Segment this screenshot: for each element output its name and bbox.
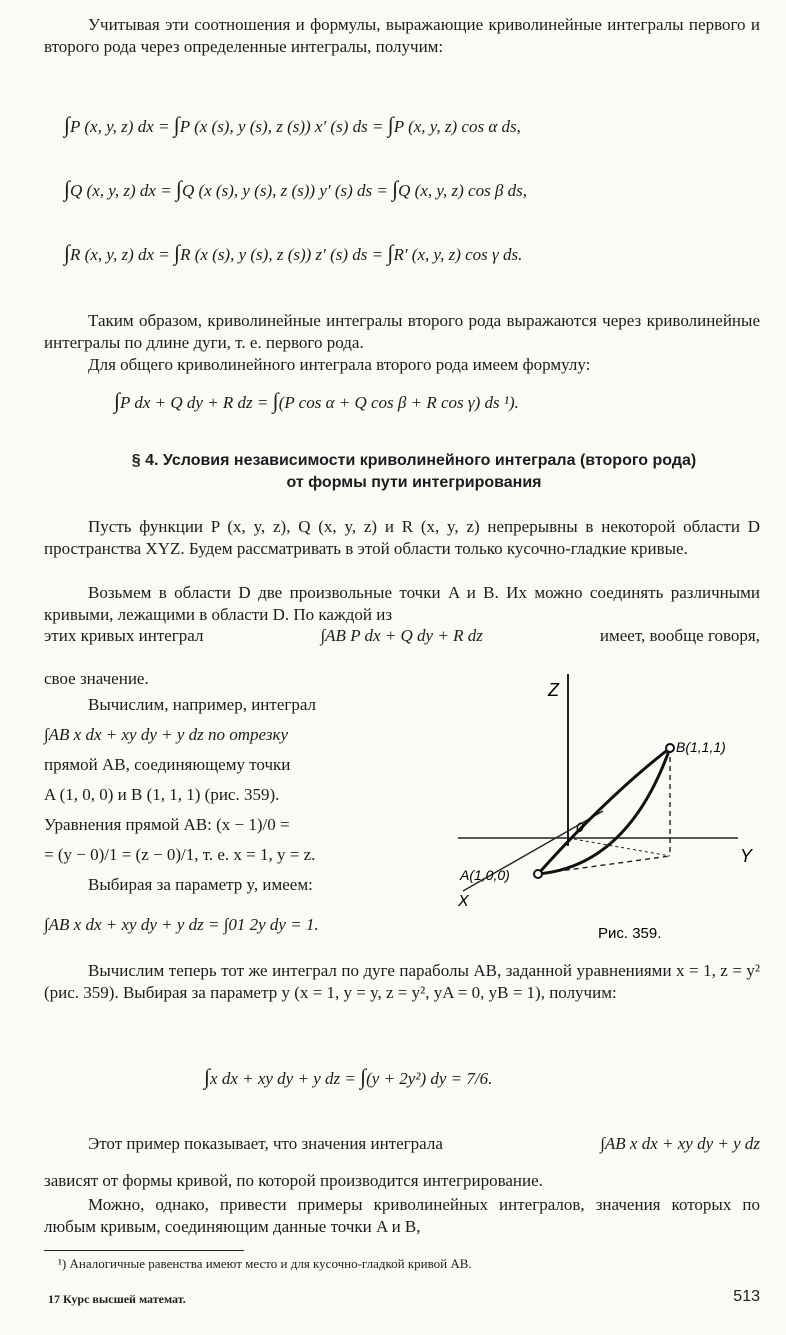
- label-x: X: [458, 893, 469, 910]
- left-line-4: A (1, 0, 0) и B (1, 1, 1) (рис. 359).: [44, 785, 280, 804]
- running-head: 17 Курс высшей математ.: [48, 1292, 186, 1306]
- left-line-3: прямой AB, соединяющему точки: [44, 755, 291, 774]
- left-line-2: ∫AB x dx + xy dy + y dz по отрезку: [44, 725, 288, 744]
- parabola-ab: [538, 748, 670, 874]
- formula-4: ∫P dx + Q dy + R dz = ∫(P cos α + Q cos β + R cos γ) ds ¹).: [114, 388, 519, 413]
- left-line-1: Вычислим, например, интеграл: [88, 695, 317, 714]
- parabola-paragraph: Вычислим теперь тот же интеграл по дуге параболы AB, заданной уравнениями x = 1, z = y² (рис. 359). Выбирая за параметр y (x = 1, y = y, z = y², yA = 0, yB = 1), получим:: [44, 961, 760, 1002]
- figure-359: [408, 666, 768, 956]
- label-o: 0: [576, 819, 584, 835]
- section-heading-line1: § 4. Условия независимости криволинейного интеграла (второго рода): [131, 452, 697, 469]
- point-a: [534, 870, 542, 878]
- take-integral: ∫AB P dx + Q dy + R dz: [320, 626, 483, 645]
- general-paragraph: Для общего криволинейного интеграла второго рода имеем формулу:: [88, 355, 591, 374]
- however-paragraph: Можно, однако, привести примеры криволинейных интегралов, значения которых по любым кривым, соединяющим данные точки A и B,: [44, 1195, 760, 1236]
- label-b: B(1,1,1): [676, 739, 726, 755]
- o-line: [568, 838, 670, 856]
- left-line-6: = (y − 0)/1 = (z − 0)/1, т. е. x = 1, y = z.: [44, 845, 316, 864]
- left-line-7: Выбирая за параметр y, имеем:: [88, 875, 313, 894]
- formula-3: ∫R (x, y, z) dx = ∫R (x (s), y (s), z (s)) z′ (s) ds = ∫R′ (x, y, z) cos γ ds.: [64, 240, 523, 265]
- footnote: ¹) Аналогичные равенства имеют место и для кусочно-гладкой кривой AB.: [58, 1256, 472, 1271]
- take-line-2: [44, 626, 760, 646]
- page-number: 513: [733, 1288, 760, 1305]
- label-a: A(1,0,0): [460, 867, 510, 883]
- intro-paragraph: Учитывая эти соотношения и формулы, выражающие криволинейные интегралы первого и второго рода через определенные интегралы, получим:: [44, 15, 760, 56]
- thus-paragraph: Таким образом, криволинейные интегралы второго рода выражаются через криволинейные интегралы по длине дуги, т. е. первого рода.: [44, 311, 760, 352]
- segment-ab: [538, 748, 670, 874]
- take-text-c: имеет, вообще говоря,: [599, 626, 760, 645]
- example-integral: ∫AB x dx + xy dy + y dz: [600, 1134, 760, 1153]
- formula-2: ∫Q (x, y, z) dx = ∫Q (x (s), y (s), z (s)) y′ (s) ds = ∫Q (x, y, z) cos β ds,: [64, 176, 528, 201]
- example-line: [88, 1134, 760, 1154]
- figure-caption: Рис. 359.: [598, 925, 662, 942]
- example-text-a: Этот пример показывает, что значения интеграла: [88, 1134, 443, 1153]
- label-z: Z: [548, 680, 559, 700]
- take-paragraph: Возьмем в области D две произвольные точки A и B. Их можно соединять различными кривыми, лежащими в области D. По каждой из: [44, 583, 760, 624]
- label-y: Y: [740, 846, 753, 866]
- formula-parabola: ∫x dx + xy dy + y dz = ∫(y + 2y²) dy = 7/6.: [204, 1064, 493, 1089]
- formula-1: ∫P (x, y, z) dx = ∫P (x (s), y (s), z (s)) x′ (s) ds = ∫P (x, y, z) cos α ds,: [64, 112, 521, 137]
- footnote-rule: [44, 1250, 244, 1251]
- left-line-8: ∫AB x dx + xy dy + y dz = ∫01 2y dy = 1.: [44, 915, 319, 934]
- left-column: [44, 690, 404, 940]
- point-b: [666, 744, 674, 752]
- example-line-2: зависят от формы кривой, по которой производится интегрирование.: [44, 1171, 543, 1190]
- take-line-3: свое значение.: [44, 669, 149, 688]
- section-heading-line2: от формы пути интегрирования: [286, 474, 542, 491]
- left-line-5: Уравнения прямой AB: (x − 1)/0 =: [44, 815, 290, 834]
- let-paragraph: Пусть функции P (x, y, z), Q (x, y, z) и R (x, y, z) непрерывны в некоторой области D пространства XYZ. Будем рассматривать в этой области только кусочно-гладкие кривые.: [44, 517, 760, 558]
- take-text-a: этих кривых интеграл: [44, 626, 204, 645]
